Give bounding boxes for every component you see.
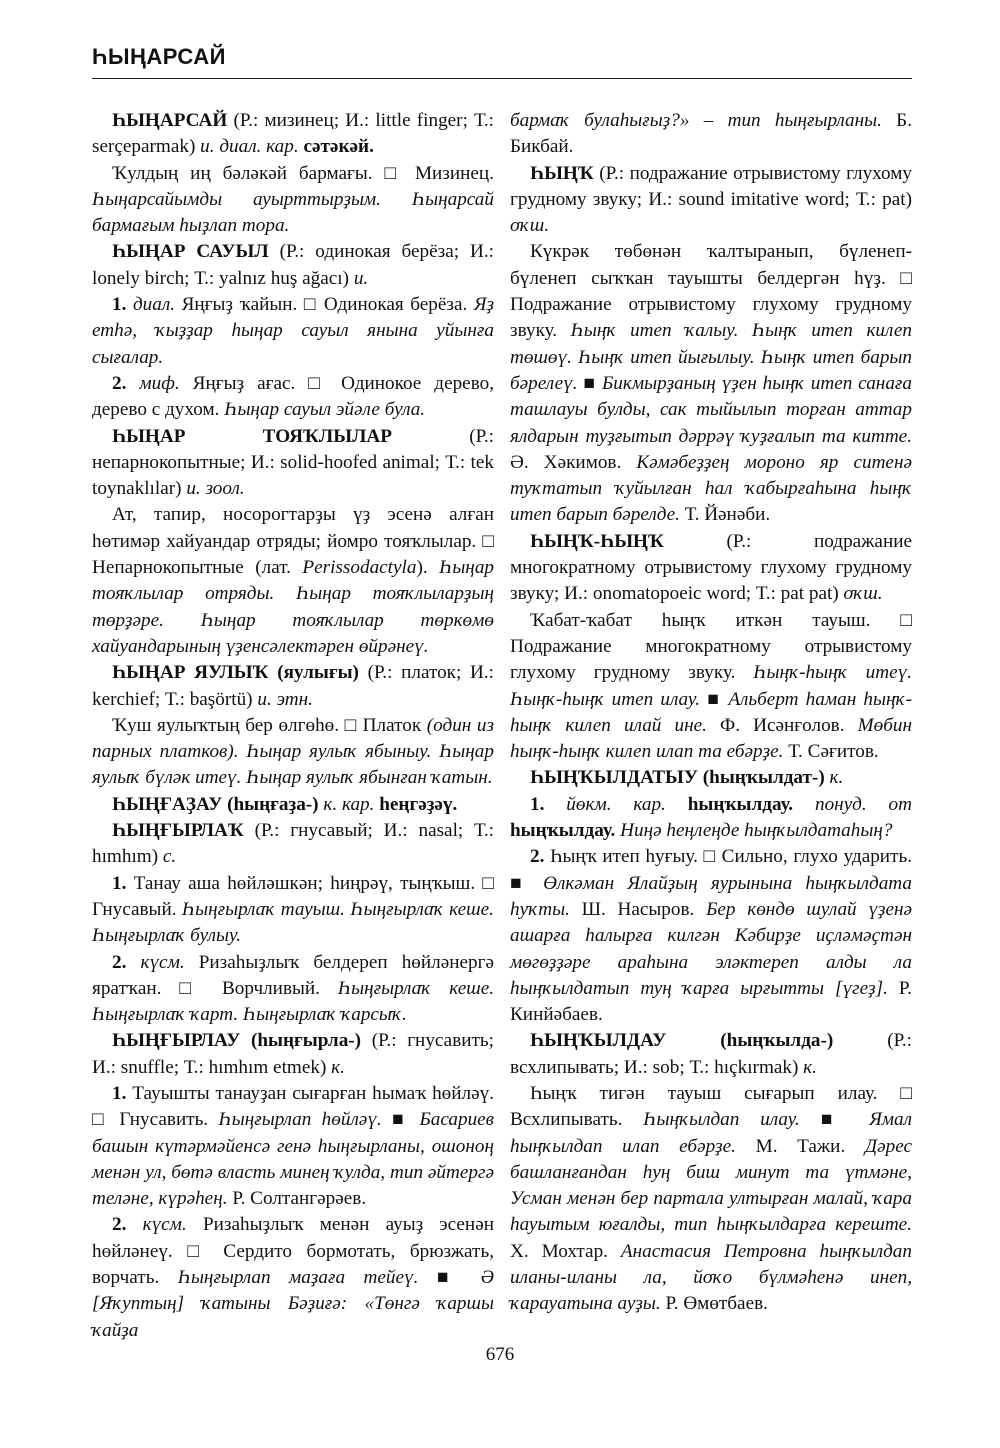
italic-example: Һыңҡ-һыңҡ итеү. Һыңҡ-һыңҡ итеп илау. — [510, 662, 913, 710]
italic-example: и. — [353, 267, 369, 289]
italic-example: Һыңарсайымды ауырттырҙым. Һыңарсай бармағым һыҙлап тора. — [92, 188, 494, 237]
text: Һыңҡ тигән тауыш сығарып илау. □ Всхлипывать. — [510, 1082, 912, 1131]
italic-example: Анастасия Петровна һыңҡылдап иланы-иланы ла, йоҡо бүлмәһенә инеп, ҡарауатына ауҙы. — [510, 1240, 912, 1315]
header-rule — [92, 78, 912, 79]
text: Ф. Исәнғолов. — [706, 714, 858, 736]
italic-example: Бер көндө шулай үҙенә ашарға һалырға килгән Кәбирҙе иҫләмәҫтән мөгөҙҙәре араһына эләктереп алды ла һыңҡылдатып туң ҡарға ырғытты [үгеҙ]. — [510, 898, 912, 999]
running-head: ҺЫҢАРСАЙ — [92, 44, 226, 69]
text: Т. Йәнәби. — [680, 504, 771, 526]
text: Яңғыҙ ҡайын. □ Одинокая берёза. — [175, 294, 474, 316]
text: Р. Солтангәрәев. — [227, 1188, 367, 1210]
bold-text: 1. — [112, 294, 133, 316]
italic-example: Perissodactyla — [302, 557, 417, 579]
italic-example: Һыңҡылдап илау. — [643, 1109, 821, 1131]
bold-text: ҺЫҢҒЫРЛАҠ — [112, 820, 244, 842]
entry-paragraph — [510, 108, 912, 161]
dictionary-entry-head — [92, 108, 494, 161]
italic-example: Мөбин һыңҡ-һыңҡ килеп илап та ебәрҙе. — [510, 714, 912, 763]
italic-example: понуд. от — [814, 793, 912, 815]
italic-example: Өлкәман Ялайҙың яурынына һыңҡылдата һуҡты. — [510, 872, 912, 920]
text: Ҡабат-ҡабат һыңҡ иткән тауыш. □ Подражание многократному отрывистому глухому грудному звуку. — [510, 609, 912, 684]
italic-example: күсм. — [142, 1214, 187, 1236]
bold-text: 2. — [112, 372, 140, 394]
entry-paragraph — [92, 292, 494, 371]
text: Ш. Насыров. — [569, 898, 707, 920]
text: Яңғыҙ ағас. □ Одинокое дерево, дерево с духом. — [92, 372, 495, 421]
text: Х. Мохтар. — [510, 1240, 621, 1262]
italic-example: Ә [Яҡуптың] ҡатыны Бәҙиғә: «Төнгә ҡаршы ҡайҙа — [92, 1267, 494, 1341]
bold-text: һыңҡылдау. — [510, 820, 621, 842]
entry-paragraph — [510, 844, 912, 1028]
entry-paragraph — [510, 239, 912, 528]
text: Ә. Хәкимов. — [510, 451, 637, 473]
text: ■ — [820, 1109, 870, 1131]
text: Р. Өмөтбаев. — [660, 1293, 768, 1315]
italic-example: с. — [162, 846, 177, 868]
italic-example: (один из парных платков). Һыңар яулыҡ ябыныу. Һыңар яулыҡ бүләк итеү. Һыңар яулыҡ ябынған ҡатын. — [92, 714, 494, 789]
bold-text: 2. — [112, 1214, 143, 1236]
page-number: 676 — [485, 1344, 515, 1365]
bold-text: ҺЫҢҠ — [530, 162, 594, 184]
text: (Р.: платок; И.: kerchief; Т.: başörtü) — [92, 662, 495, 710]
bold-text: ҺЫҢҠЫЛДАУ (һыңҡылда-) — [530, 1030, 834, 1052]
italic-example: диал. — [132, 294, 176, 316]
bold-text: ҺЫҢАР ЯУЛЫҠ (яулығы) — [112, 662, 359, 684]
text: ■ — [436, 1267, 481, 1289]
bold-text: 2. — [530, 846, 551, 868]
italic-example: к. — [824, 767, 844, 789]
bold-text: ҺЫҢҠ-ҺЫҢҠ — [530, 530, 664, 552]
entry-paragraph — [92, 713, 494, 792]
dictionary-entry-head — [510, 161, 912, 240]
bold-text: ҺЫҢҒАҘАУ (һыңғаҙа-) — [112, 793, 319, 815]
text: Ҡулдың иң бәләкәй бармағы. □ Мизинец. — [112, 162, 494, 184]
italic-example: Басариев башын күтәрмәйенсә генә һыңғырланы, ошоноң менән ул, бөтә власть минең ҡулда, тип әйтергә теләне, күрәһең. — [92, 1109, 495, 1210]
dictionary-entry-head — [92, 424, 494, 503]
dictionary-entry-head — [92, 239, 494, 292]
bold-text: һеңгәҙәү. — [379, 793, 458, 815]
italic-example: и. зоол. — [186, 478, 245, 500]
text: Ризаһыҙлыҡ менән ауыҙ эсенән һөйләнеү. □ Сердито бормотать, брюзжать, ворчать. — [92, 1214, 494, 1289]
italic-example: Бикмырҙаның үҙен һыңҡ итеп санаға ташлауы булды, сак тыйылып торған аттар ялдарын туҙғытып дәррәү ҡуҙғалып та китте. — [510, 372, 912, 447]
bold-text: ҺЫҢҠЫЛДАТЫУ (һыңҡылдат-) — [530, 767, 825, 789]
italic-example: оҡш. — [843, 583, 883, 605]
italic-example: Һыңғырлаҡ тауыш. Һыңғырлаҡ кеше. Һыңғырлаҡ булыу. — [92, 898, 494, 947]
bold-text: һыңҡылдау. — [687, 793, 815, 815]
italic-example: оҡш. — [510, 215, 549, 237]
italic-example: миф. — [139, 372, 180, 394]
left-column — [92, 108, 494, 1344]
italic-example: йөкм. кар. — [566, 793, 688, 815]
italic-example: күсм. — [140, 951, 185, 973]
italic-example: к. кар. — [318, 793, 380, 815]
italic-example: бармаҡ булаһығыҙ?» – тип һыңғырланы. — [510, 110, 882, 131]
italic-example: Ниңә һеңлеңде һыңҡылдатаһың? — [620, 820, 893, 842]
dictionary-entry-head — [510, 529, 912, 608]
bold-text: 2. — [112, 951, 141, 973]
text: (Р.: мизинец; И.: little finger; Т.: serçeparmak) — [92, 110, 494, 158]
entry-paragraph — [92, 1212, 494, 1343]
text: Күкрәк төбөнән ҡалтыранып, бүленеп-бүленеп сыҡҡан тауышты белдергән һүҙ. □ Подражание отрывистому глухому грудному звуку. — [510, 241, 912, 342]
entry-paragraph — [92, 1081, 494, 1212]
bold-text: 1. — [530, 793, 567, 815]
italic-example: Кәмәбеҙҙең мороно яр ситенә туҡтатып ҡуйылған һал ҡабырғаһына һыңҡ итеп барып бәрелде. — [510, 451, 912, 526]
bold-text: ҺЫҢАРСАЙ — [112, 110, 228, 131]
text: Һыңҡ итеп һуғыу. □ Сильно, глухо ударить. ■ — [510, 846, 913, 894]
entry-paragraph — [92, 502, 494, 660]
text: (Р.: всхлипывать; И.: sob; Т.: hıçkırmak) — [510, 1030, 912, 1078]
bold-text: ҺЫҢАР САУЫЛ — [112, 241, 269, 263]
bold-text: сәтәкәй. — [303, 136, 374, 158]
entry-paragraph — [92, 161, 494, 240]
text: (Р.: подражание многократному отрывистому глухому грудному звуку; И.: onomatopoeic word; Т.: pat pat) — [510, 530, 912, 605]
dictionary-entry-head — [92, 660, 494, 713]
text: Ризаһыҙлыҡ белдереп һөйләнергә яратҡан. □ Ворчливый. — [92, 951, 495, 999]
entry-paragraph — [510, 608, 912, 766]
entry-paragraph — [92, 950, 494, 1029]
entry-paragraph — [510, 1081, 912, 1318]
italic-example: Һыңғырлаҡ кеше. Һыңғырлаҡ ҡарт. Һыңғырлаҡ ҡарсыҡ. — [92, 977, 495, 1026]
bold-text: 1. — [112, 1082, 133, 1104]
italic-example: Һыңар тояҡлылар отряды. Һыңар тояҡлыларҙың төрҙәре. Һыңар тояҡлылар төркөмө хайуандарының үҙенсәлектәрен өйрәнеү. — [92, 557, 495, 657]
text: Тауышты танауҙан сығарған һымаҡ һөйләү. □ Гнусавить. — [92, 1082, 495, 1131]
dictionary-entry-head — [92, 1028, 494, 1081]
text: ). — [416, 557, 440, 579]
text: Р. Кинйәбаев. — [510, 977, 912, 1026]
italic-example: и. этн. — [257, 688, 313, 710]
text: ■ — [392, 1109, 420, 1131]
italic-example: к. — [331, 1056, 345, 1078]
italic-example: Ямал һыңҡылдап илап ебәрҙе. — [510, 1109, 913, 1157]
entry-paragraph — [92, 871, 494, 950]
text: Т. Сәғитов. — [783, 741, 879, 763]
bold-text: ҺЫҢҒЫРЛАУ (һыңғырла-) — [112, 1030, 362, 1052]
text: (Р.: гнусавить; И.: snuffle; Т.: hımhım etmek) — [92, 1030, 494, 1078]
italic-example: Һыңғырлап һөйләү. — [218, 1109, 393, 1131]
italic-example: к. — [803, 1056, 817, 1078]
text: Б. Бикбай. — [510, 110, 912, 158]
dictionary-entry-head — [92, 792, 494, 818]
text: М. Тажи. — [736, 1135, 865, 1157]
entry-paragraph — [510, 792, 912, 845]
dictionary-entry-head — [510, 765, 912, 791]
right-column — [510, 108, 912, 1318]
italic-example: Һыңҡ итеп ҡалыу. Һыңҡ итеп килеп төшөү. Һыңҡ итеп йығылыу. Һыңҡ итеп барып бәрелеү. — [510, 320, 912, 394]
entry-paragraph — [92, 371, 494, 424]
text: (Р.: подражание отрывистому глухому грудному звуку; И.: sound imitative word; Т.: pat) — [510, 162, 912, 210]
italic-example: Яҙ етһә, ҡыҙҙар һыңар сауыл янына уйынға сығалар. — [92, 294, 494, 368]
italic-example: Һыңар сауыл эйәле була. — [224, 399, 426, 421]
text: (Р.: непарнокопытные; И.: solid-hoofed animal; Т.: tek toynaklılar) — [92, 425, 494, 500]
text: ■ — [707, 688, 729, 710]
text: ■ — [583, 372, 602, 394]
text: Танау аша һөйләшкән; һиңрәү, тыңҡыш. □ Гнусавый. — [92, 872, 494, 920]
bold-text: 1. — [112, 872, 134, 894]
text: (Р.: одинокая берёза; И.: lonely birch; Т.: yalnız huş ağacı) — [92, 241, 494, 289]
italic-example: Һыңғырлап маҙаға тейеү. — [177, 1267, 437, 1289]
bold-text: ҺЫҢАР ТОЯҠЛЫЛАР — [112, 425, 392, 447]
italic-example: Альберт һаман һыңҡ-һыңҡ килеп илай ине. — [510, 688, 913, 736]
text: Ҡуш яулыҡтың бер өлгөһө. □ Платок — [112, 714, 427, 736]
text: (Р.: гнусавый; И.: nasal; Т.: hımhım) — [92, 820, 494, 868]
dictionary-entry-head — [510, 1028, 912, 1081]
text: Ат, тапир, носорогтарҙы үҙ эсенә алған һөтимәр хайуандар отряды; йомро тояҡлылар. □ Непарнокопытные (лат. — [92, 504, 494, 579]
dictionary-entry-head — [92, 818, 494, 871]
italic-example: Дәрес башланғандан һуң биш минут та үтмәне, Усман менән бер партала ултырған малай, ҡара һауытым юғалды, тип һыңҡылдарға кереште. — [510, 1135, 912, 1236]
italic-example: и. диал. кар. — [200, 136, 304, 158]
